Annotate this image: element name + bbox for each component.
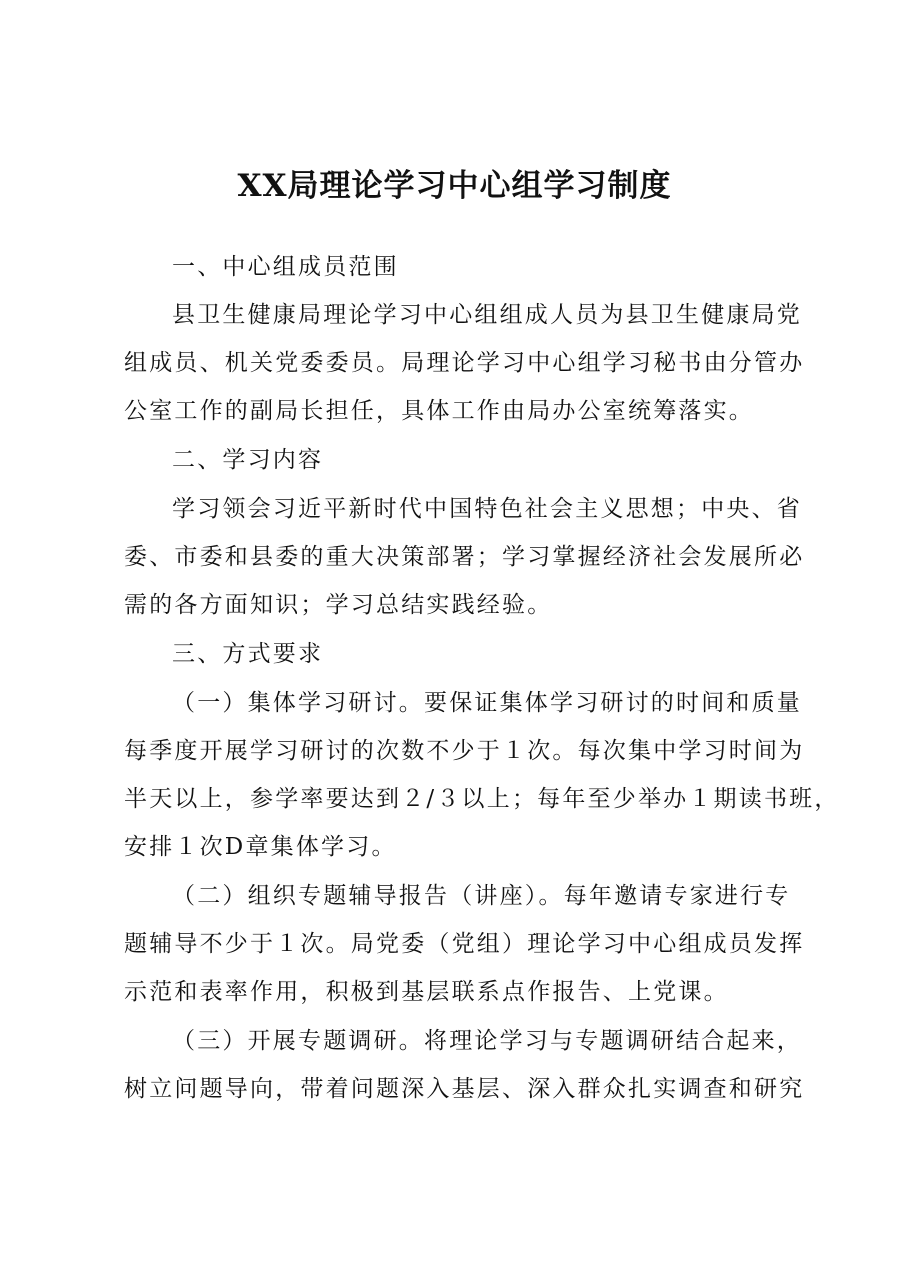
paragraph-line: 题辅导不少于１次。局党委（党组）理论学习中心组成员发挥	[124, 931, 805, 957]
paragraph-line: 组成员、机关党委委员。局理论学习中心组学习秘书由分管办	[124, 350, 805, 376]
paragraph-line: 每季度开展学习研讨的次数不少于１次。每次集中学习时间为	[124, 738, 805, 764]
section-heading-members: 一、中心组成员范围	[172, 254, 399, 280]
paragraph-line: 县卫生健康局理论学习中心组组成人员为县卫生健康局党	[172, 302, 802, 328]
section-heading-methods: 三、方式要求	[172, 641, 324, 667]
document-title: XX局理论学习中心组学习制度	[237, 168, 672, 204]
paragraph-line: （三）开展专题调研。将理论学习与专题调研结合起来，	[172, 1028, 802, 1054]
paragraph-line: 委、市委和县委的重大决策部署；学习掌握经济社会发展所必	[124, 544, 805, 570]
paragraph-line: 安排１次D章集体学习。	[124, 834, 397, 860]
paragraph-line: （二）组织专题辅导报告（讲座）。每年邀请专家进行专	[172, 883, 791, 909]
paragraph-line: 示范和表率作用，积极到基层联系点作报告、上党课。	[124, 979, 729, 1005]
paragraph-line: （一）集体学习研讨。要保证集体学习研讨的时间和质量	[172, 690, 802, 716]
paragraph-line: 需的各方面知识；学习总结实践经验。	[124, 592, 553, 618]
paragraph-line: 半天以上，参学率要达到２/３以上；每年至少举办１期读书班，	[124, 786, 840, 812]
paragraph-line: 公室工作的副局长担任，具体工作由局办公室统筹落实。	[124, 398, 754, 424]
section-heading-content: 二、学习内容	[172, 447, 324, 473]
paragraph-line: 学习领会习近平新时代中国特色社会主义思想；中央、省	[172, 496, 802, 522]
paragraph-line: 树立问题导向，带着问题深入基层、深入群众扎实调查和研究	[124, 1076, 805, 1102]
